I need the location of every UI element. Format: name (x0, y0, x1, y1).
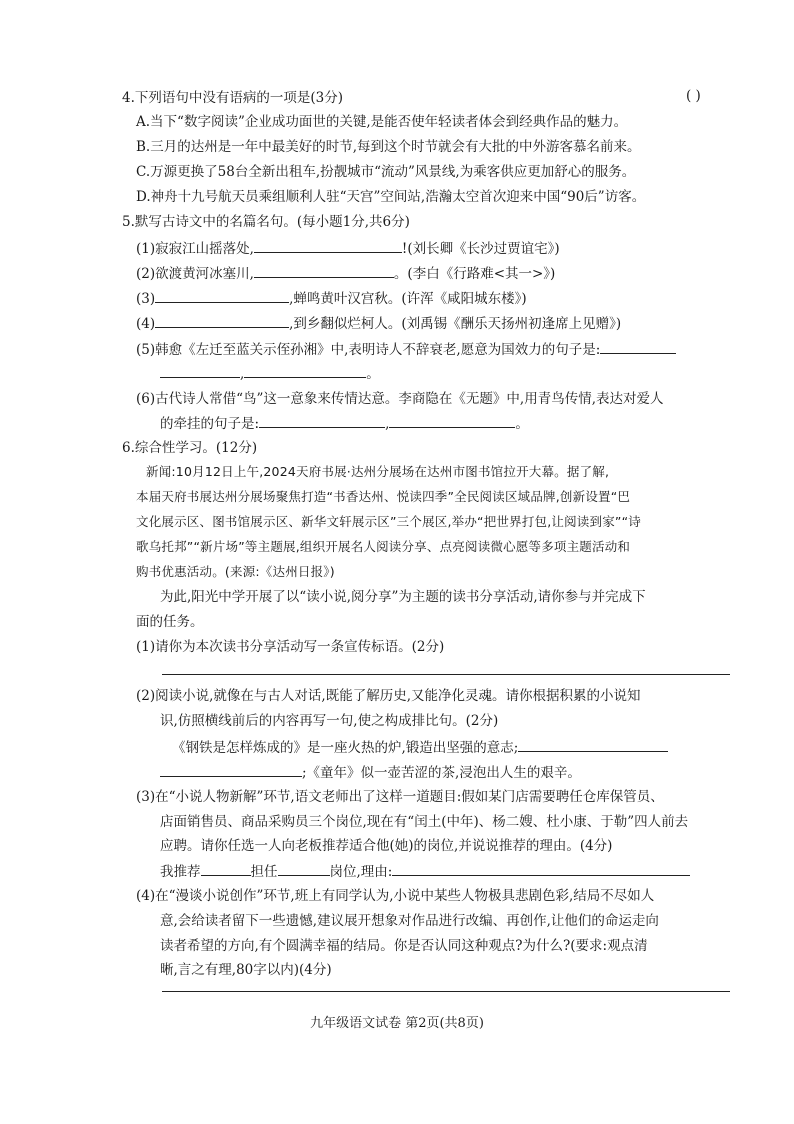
q6-sub-3-role-blank[interactable] (278, 861, 330, 876)
q5-item-3-blank[interactable] (155, 288, 289, 303)
q6-sub-1: (1)请你为本次读书分享活动写一条宣传标语。(2分) (136, 639, 445, 655)
q6-sub-3-line-4 (160, 861, 690, 882)
q6-news-line-4: 歌乌托邦”“新片场”等主题展,组织开展名人阅读分享、点亮阅读微心愿等多项主题活动和 (136, 539, 631, 554)
q6-sub-2-line-1: (2)阅读小说,就像在与古人对话,既能了解历史,又能净化灵魂。请你根据积累的小说知 (136, 688, 641, 704)
q6-stem: 6.综合性学习。(12分) (122, 440, 258, 456)
q6-sub-3-recommend: 我推荐 (160, 864, 201, 880)
q5-item-2-source: 。(李白《行路难<其一>》) (393, 266, 556, 282)
q5-item-6-period: 。 (515, 416, 529, 432)
q5-item-6-text: 的牵挂的句子是: (160, 416, 260, 432)
q5-item-3-source: ,蝉鸣黄叶汉宫秋。(许浑《咸阳城东楼》) (289, 291, 527, 307)
q5-item-1 (136, 238, 560, 259)
q4-option-c: C.万源更换了58台全新出租车,扮靓城市“流动”风景线,为乘客供应更加舒心的服务。 (136, 164, 636, 180)
q5-item-5 (136, 339, 676, 360)
q6-sub-4-line-2: 意,会给读者留下一些遗憾,建议展开想象对作品进行改编、再创作,让他们的命运走向 (160, 913, 659, 929)
q6-sub-4-line-4: 晰,言之有理,80字以内)(4分) (160, 962, 332, 978)
q5-item-5-blank-c[interactable] (244, 363, 366, 378)
q5-item-3 (136, 288, 527, 309)
q5-item-5-comma: , (240, 366, 245, 382)
q6-sub-2-line-2: 识,仿照横线前后的内容再写一句,使之构成排比句。(2分) (160, 713, 499, 729)
q5-item-4-blank[interactable] (155, 313, 289, 328)
q6-sub-2-blank-b[interactable] (160, 762, 302, 777)
q5-item-5-blank-a[interactable] (600, 339, 676, 354)
page-footer: 九年级语文试卷 第2页(共8页) (310, 1016, 484, 1031)
q6-news-line-2: 本届天府书展达州分展场聚焦打造“书香达州、悦读四季”全民阅读区域品牌,创新设置“巴 (136, 489, 631, 504)
q5-item-4-source: ,到乡翻似烂柯人。(刘禹锡《酬乐天扬州初逢席上见赠》) (289, 316, 622, 332)
q5-item-5-blank-b[interactable] (160, 363, 240, 378)
q5-item-6-comma: , (385, 416, 390, 432)
q5-item-2 (136, 263, 555, 284)
q5-item-6: (6)古代诗人常借“鸟”这一意象来传情达意。李商隐在《无题》中,用青鸟传情,表达对爱人 (136, 391, 664, 407)
q6-sub-2-sentence-2: ;《童年》似一壶苦涩的茶,浸泡出人生的艰辛。 (302, 765, 581, 781)
q6-sub-3-line-3: 应聘。请你任选一人向老板推荐适合他(她)的岗位,并说说推荐的理由。(4分) (160, 838, 613, 854)
q6-intro-2: 面的任务。 (136, 614, 204, 630)
q6-sub-4-answer-line[interactable] (162, 991, 730, 992)
q4-option-b: B.三月的达州是一年中最美好的时节,每到这个时节就会有大批的中外游客慕名前来。 (136, 139, 641, 155)
q6-news-line-5: 购书优惠活动。(来源:《达州日报》) (136, 564, 335, 579)
q4-option-d: D.神舟十九号航天员乘组顺利人驻“天宫”空间站,浩瀚太空首次迎来中国“90后”访客。 (136, 189, 646, 205)
q6-sub-2-line-4 (160, 762, 581, 783)
q6-sub-2-blank-a[interactable] (518, 737, 668, 752)
q6-sub-3-name-blank[interactable] (201, 861, 251, 876)
q5-item-5-text: (5)韩愈《左迁至蓝关示侄孙湘》中,表明诗人不辞衰老,愿意为国效力的句子是: (136, 342, 601, 358)
q5-item-2-blank[interactable] (254, 263, 394, 278)
q4-stem: 4.下列语句中没有语病的一项是(3分) (122, 90, 344, 106)
q6-sub-3-serve: 担任 (250, 864, 278, 880)
q5-item-1-text: (1)寂寂江山摇落处, (136, 241, 254, 257)
q6-sub-3-reason-blank[interactable] (392, 861, 690, 876)
q4-answer-paren[interactable]: ( ) (686, 88, 701, 104)
q6-sub-4-line-3: 读者希望的方向,有个圆满幸福的结局。你是否认同这种观点?为什么?(要求:观点清 (160, 938, 648, 954)
q4-option-a: A.当下“数字阅读”企业成功面世的关键,是能否使年轻读者体会到经典作品的魅力。 (136, 114, 628, 130)
q5-item-1-blank[interactable] (254, 238, 402, 253)
q6-sub-3-line-2: 店面销售员、商品采购员三个岗位,现在有“闰土(中年)、杨二嫂、杜小康、于勒”四人前去 (160, 814, 689, 830)
q5-item-5-cont (160, 363, 380, 384)
q5-item-6-blank-a[interactable] (259, 413, 385, 428)
q5-item-2-text: (2)欲渡黄河冰塞川, (136, 266, 254, 282)
q5-item-3-num: (3) (136, 291, 156, 307)
q6-news-line-1: 新闻:10月12日上午,2024天府书展·达州分展场在达州市图书馆拉开大幕。据了解, (146, 464, 610, 479)
q6-sub-3-line-1: (3)在“小说人物新解”环节,语文老师出了这样一道题目:假如某门店需要聘任仓库保管员、 (136, 789, 664, 805)
q5-item-6-cont (160, 413, 529, 434)
q6-sub-2-sentence-1: 《钢铁是怎样炼成的》是一座火热的炉,锻造出坚强的意志; (172, 740, 519, 756)
q6-intro-1: 为此,阳光中学开展了以“读小说,阅分享”为主题的读书分享活动,请你参与并完成下 (160, 589, 646, 605)
q5-item-4 (136, 313, 621, 334)
q5-item-4-num: (4) (136, 316, 156, 332)
q6-sub-1-answer-line[interactable] (162, 674, 730, 675)
q5-item-5-period: 。 (366, 366, 380, 382)
q6-sub-2-line-3 (172, 737, 668, 758)
q5-stem: 5.默写古诗文中的名篇名句。(每小题1分,共6分) (122, 214, 410, 230)
q6-sub-3-reason: 岗位,理由: (329, 864, 393, 880)
q5-item-1-source: !(刘长卿《长沙过贾谊宅》) (401, 241, 560, 257)
q6-news-line-3: 文化展示区、图书馆展示区、新华文轩展示区”三个展区,举办“把世界打包,让阅读到家”“诗 (136, 514, 641, 529)
q6-sub-4-line-1: (4)在“漫谈小说创作”环节,班上有同学认为,小说中某些人物极具悲剧色彩,结局不尽如人 (136, 888, 655, 904)
q5-item-6-blank-b[interactable] (389, 413, 515, 428)
